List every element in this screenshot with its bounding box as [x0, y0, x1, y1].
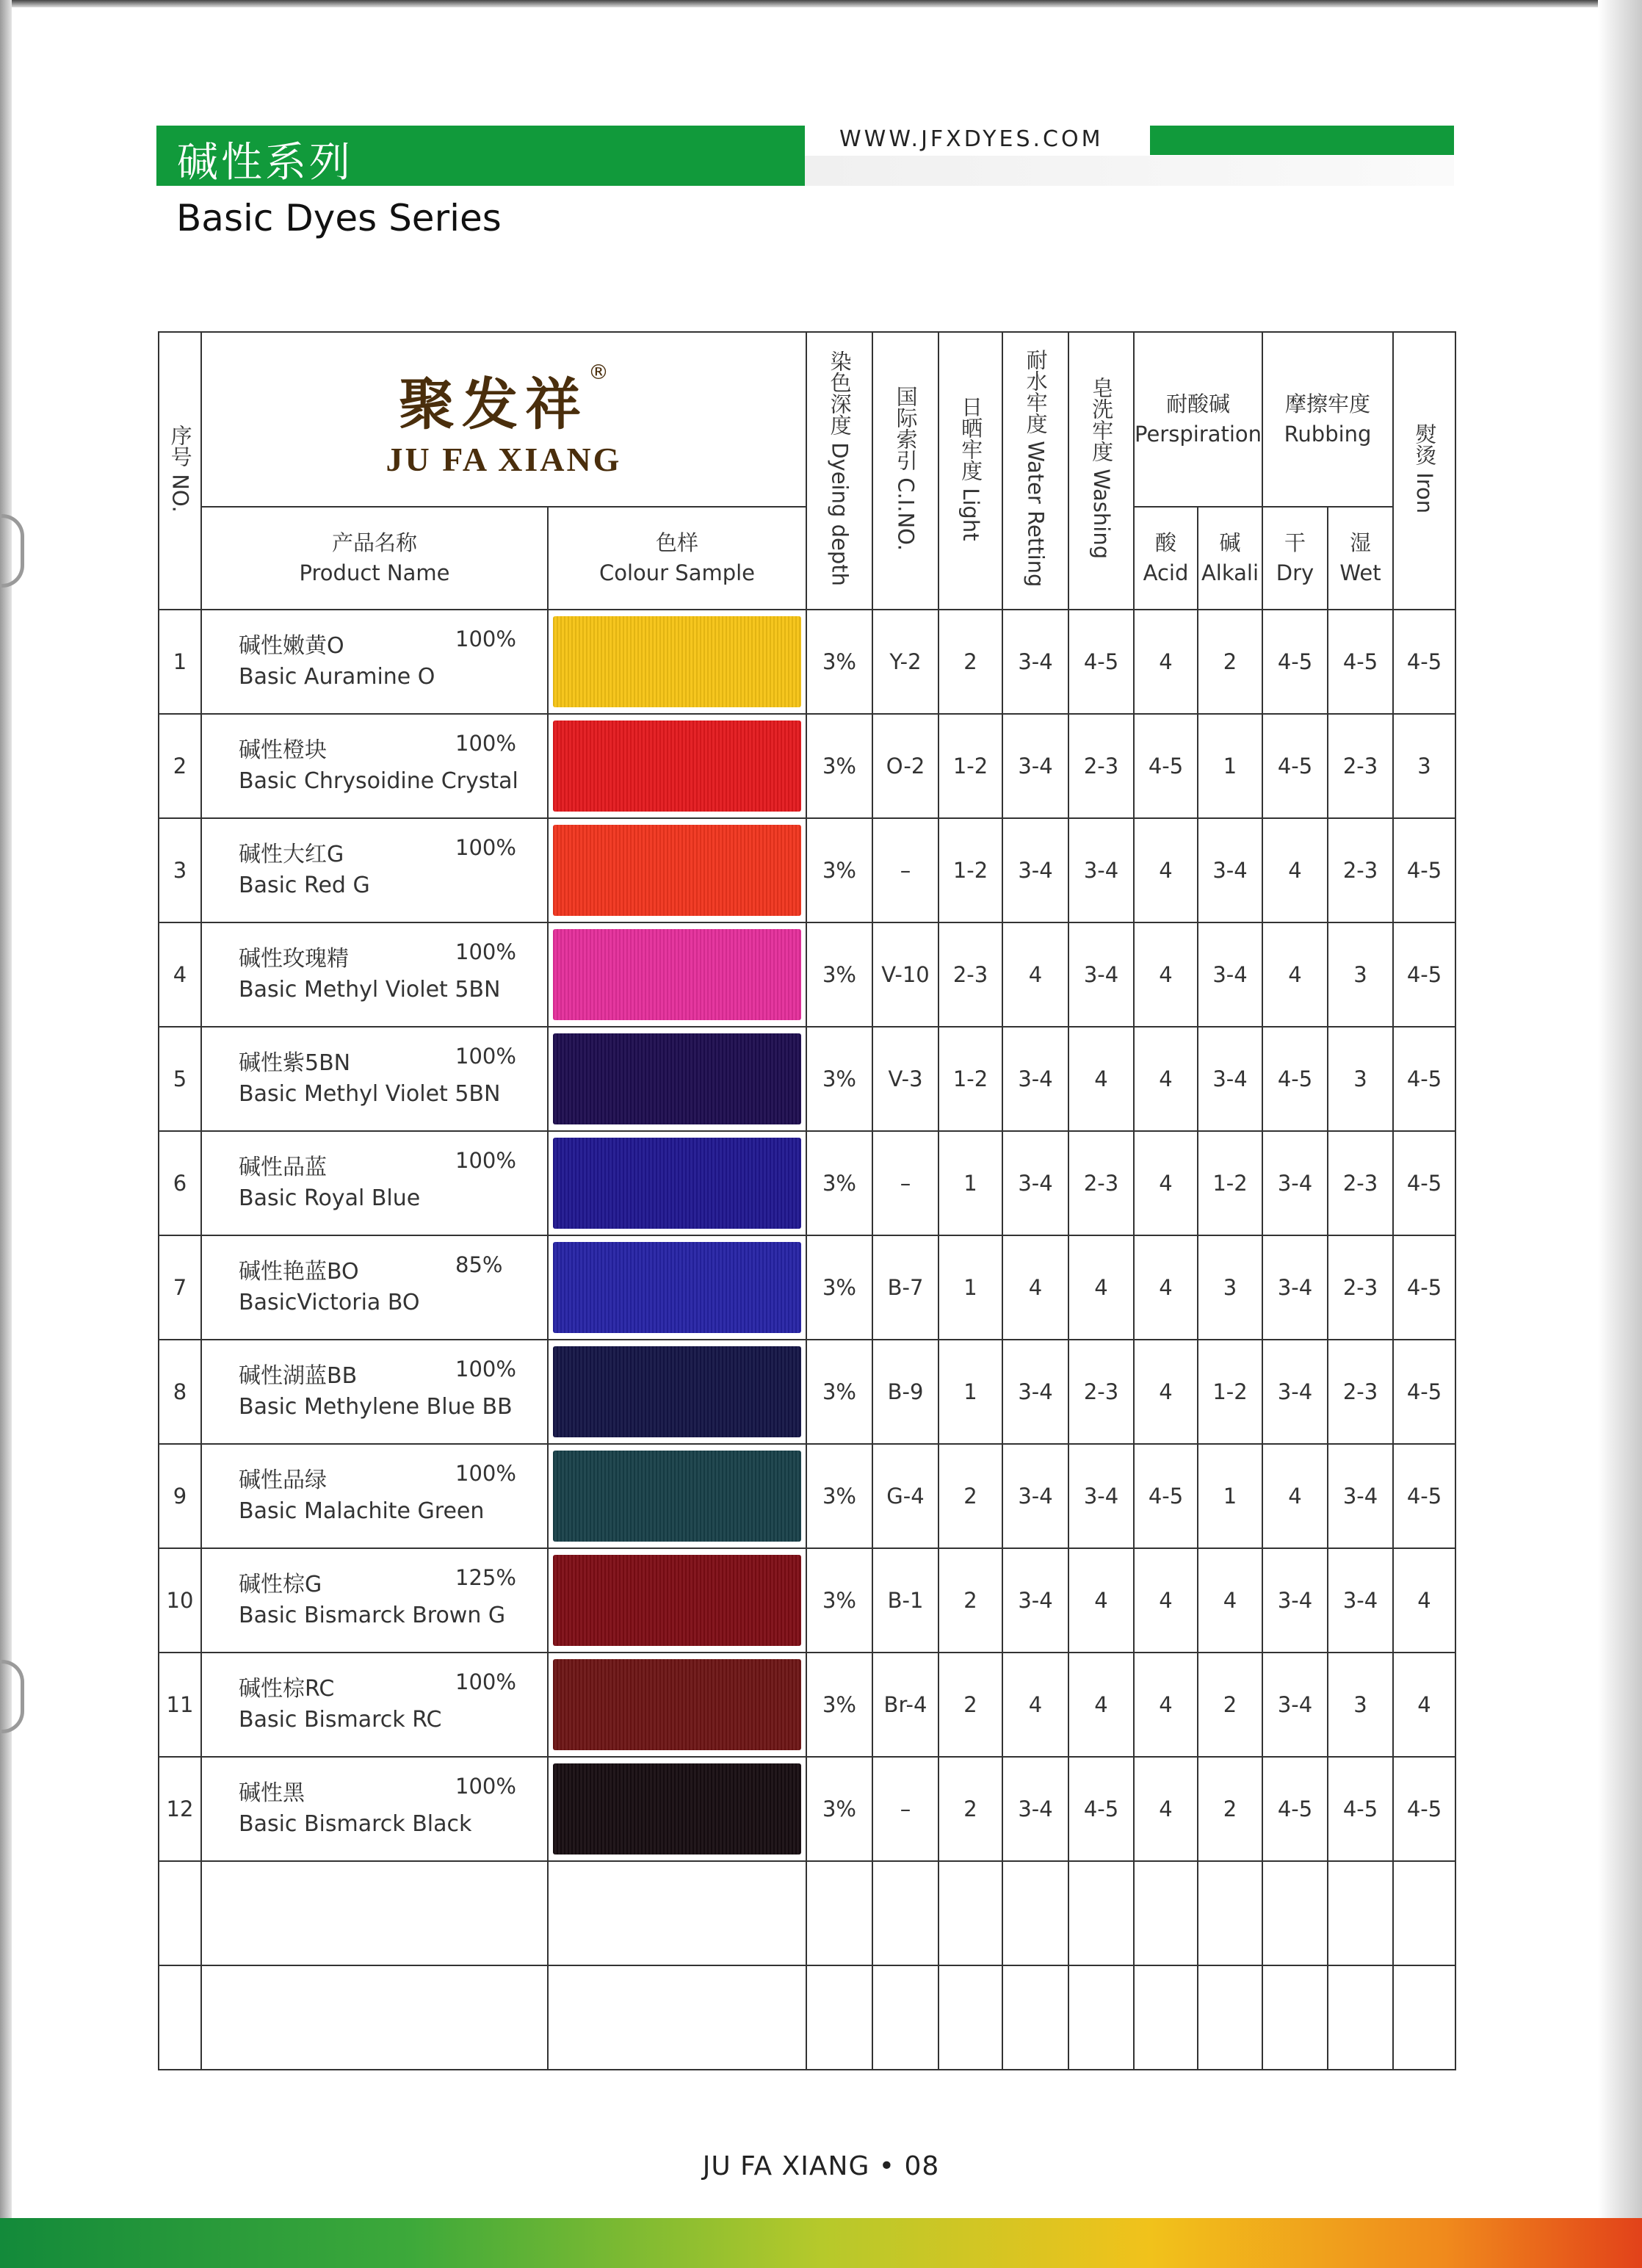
- page-subtitle: Basic Dyes Series: [176, 197, 502, 239]
- cell-depth: 3%: [806, 714, 872, 818]
- cell-washing: 2-3: [1068, 1340, 1134, 1444]
- cell-dry: 4-5: [1262, 714, 1328, 818]
- decor-strip: [805, 156, 1454, 186]
- cell-alkali: 1: [1198, 714, 1262, 818]
- header-depth: 染色深度 Dyeing depth: [806, 332, 872, 610]
- product-name-cn: 碱性紫5BN: [239, 1050, 351, 1076]
- product-strength: 100%: [455, 1774, 516, 1799]
- cell-dry: 4-5: [1262, 1027, 1328, 1131]
- cell-light: 2: [938, 1653, 1002, 1757]
- cell-dry: 3-4: [1262, 1653, 1328, 1757]
- cell-depth: 3%: [806, 1340, 872, 1444]
- logo-reg: ®: [588, 360, 609, 384]
- empty-row: [159, 1965, 1455, 2070]
- cell-acid: 4: [1134, 1131, 1198, 1235]
- cell-washing: 4: [1068, 1548, 1134, 1653]
- cell-washing: 2-3: [1068, 1131, 1134, 1235]
- cell-dry: 3-4: [1262, 1235, 1328, 1340]
- product-name-cn: 碱性橙块: [239, 737, 327, 763]
- cell-wet: 4-5: [1328, 1757, 1393, 1861]
- cell-washing: 4: [1068, 1027, 1134, 1131]
- cell-water: 3-4: [1002, 1131, 1068, 1235]
- cell-alkali: 3-4: [1198, 922, 1262, 1027]
- header-water: 耐水牢度 Water Retting: [1002, 332, 1068, 610]
- cell-water: 3-4: [1002, 1027, 1068, 1131]
- cell-light: 2-3: [938, 922, 1002, 1027]
- logo-cn: 聚发祥: [399, 372, 588, 437]
- cell-alkali: 3-4: [1198, 1027, 1262, 1131]
- table-row: [159, 714, 1455, 818]
- title-cn: 碱性系列: [177, 139, 353, 187]
- cell-wet: 2-3: [1328, 1235, 1393, 1340]
- cell-depth: 3%: [806, 610, 872, 714]
- product-name-en: Basic Methyl Violet 5BN: [239, 977, 501, 1003]
- colour-sample-cell: [548, 922, 806, 1027]
- header-no: 序号 NO.: [159, 332, 201, 610]
- cell-depth: 3%: [806, 1548, 872, 1653]
- row-no: 8: [159, 1340, 201, 1444]
- cell-wet: 3: [1328, 1027, 1393, 1131]
- product-name-cell: [201, 1757, 548, 1861]
- product-name-cell: [201, 714, 548, 818]
- row-no: 1: [159, 610, 201, 714]
- colour-swatch: [553, 825, 801, 916]
- cell-water: 3-4: [1002, 1340, 1068, 1444]
- product-name-en: Basic Bismarck Brown G: [239, 1603, 506, 1628]
- table-row: [159, 1757, 1455, 1861]
- product-name-cell: [201, 1548, 548, 1653]
- cell-iron: 4-5: [1393, 610, 1455, 714]
- table-row: [159, 1653, 1455, 1757]
- product-strength: 125%: [455, 1565, 516, 1590]
- table-row: [159, 1340, 1455, 1444]
- header-iron: 熨烫 Iron: [1393, 332, 1455, 610]
- website-url[interactable]: WWW.JFXDYES.COM: [839, 126, 1104, 152]
- product-strength: 100%: [455, 1461, 516, 1486]
- row-no: 3: [159, 818, 201, 922]
- product-name-cell: [201, 1027, 548, 1131]
- cell-light: 1-2: [938, 714, 1002, 818]
- product-name-cn: 碱性大红G: [239, 842, 344, 867]
- cell-water: 3-4: [1002, 818, 1068, 922]
- colour-sample-cell: [548, 1131, 806, 1235]
- colour-sample-cell: [548, 1757, 806, 1861]
- cell-light: 2: [938, 1444, 1002, 1548]
- product-strength: 100%: [455, 939, 516, 964]
- table-row: [159, 818, 1455, 922]
- colour-swatch: [553, 1555, 801, 1646]
- cell-water: 4: [1002, 1653, 1068, 1757]
- empty-cell: [1262, 1965, 1328, 2070]
- scan-edge-left: [0, 0, 12, 2268]
- product-name-en: Basic Methylene Blue BB: [239, 1394, 513, 1420]
- cell-light: 2: [938, 610, 1002, 714]
- empty-cell: [159, 1965, 201, 2070]
- colour-sample-cell: [548, 610, 806, 714]
- brand-logo: [201, 332, 806, 507]
- cell-iron: 4: [1393, 1548, 1455, 1653]
- product-name-en: BasicVictoria BO: [239, 1290, 420, 1315]
- row-no: 5: [159, 1027, 201, 1131]
- product-strength: 100%: [455, 1357, 516, 1382]
- cell-water: 3-4: [1002, 714, 1068, 818]
- cell-dry: 4-5: [1262, 610, 1328, 714]
- cell-depth: 3%: [806, 1027, 872, 1131]
- cell-washing: 3-4: [1068, 1444, 1134, 1548]
- product-name-cell: [201, 1235, 548, 1340]
- colour-swatch: [553, 1346, 801, 1437]
- table-row: [159, 1548, 1455, 1653]
- cell-ci: G-4: [872, 1444, 938, 1548]
- scan-edge-right: [1598, 0, 1642, 2268]
- cell-water: 4: [1002, 922, 1068, 1027]
- binder-ring: [1, 1660, 24, 1733]
- footer-gradient-bar: [0, 2218, 1642, 2268]
- cell-wet: 3-4: [1328, 1548, 1393, 1653]
- cell-iron: 4-5: [1393, 818, 1455, 922]
- colour-sample-cell: [548, 1235, 806, 1340]
- header-wet: 湿 Wet: [1328, 507, 1393, 610]
- product-name-cell: [201, 1340, 548, 1444]
- dye-table: [158, 331, 1456, 2070]
- product-name-cn: 碱性品绿: [239, 1467, 327, 1493]
- cell-alkali: 1: [1198, 1444, 1262, 1548]
- logo-en: JU FA XIANG: [386, 441, 622, 478]
- empty-cell: [1002, 1861, 1068, 1965]
- header-ci: 国际索引 C.I.NO.: [872, 332, 938, 610]
- header-washing: 皂洗牢度 Washing: [1068, 332, 1134, 610]
- empty-cell: [1002, 1965, 1068, 2070]
- empty-cell: [1068, 1965, 1134, 2070]
- cell-depth: 3%: [806, 922, 872, 1027]
- cell-alkali: 2: [1198, 610, 1262, 714]
- cell-ci: B-9: [872, 1340, 938, 1444]
- product-name-en: Basic Royal Blue: [239, 1185, 421, 1211]
- empty-cell: [201, 1861, 548, 1965]
- colour-sample-cell: [548, 818, 806, 922]
- colour-sample-cell: [548, 1340, 806, 1444]
- cell-wet: 3: [1328, 922, 1393, 1027]
- cell-wet: 3-4: [1328, 1444, 1393, 1548]
- cell-dry: 4: [1262, 922, 1328, 1027]
- cell-washing: 4: [1068, 1235, 1134, 1340]
- empty-cell: [1328, 1861, 1393, 1965]
- empty-row: [159, 1861, 1455, 1965]
- cell-iron: 4-5: [1393, 1027, 1455, 1131]
- product-strength: 100%: [455, 1148, 516, 1173]
- cell-dry: 4: [1262, 818, 1328, 922]
- colour-swatch: [553, 616, 801, 707]
- cell-light: 1-2: [938, 1027, 1002, 1131]
- empty-cell: [1198, 1861, 1262, 1965]
- product-name-cell: [201, 818, 548, 922]
- product-name-en: Basic Malachite Green: [239, 1498, 485, 1524]
- cell-iron: 4-5: [1393, 922, 1455, 1027]
- header-light: 日晒牢度 Light: [938, 332, 1002, 610]
- row-no: 10: [159, 1548, 201, 1653]
- cell-ci: –: [872, 1757, 938, 1861]
- title-bar: [156, 126, 805, 186]
- empty-cell: [938, 1965, 1002, 2070]
- empty-cell: [1393, 1965, 1455, 2070]
- cell-iron: 4-5: [1393, 1235, 1455, 1340]
- product-name-cell: [201, 1444, 548, 1548]
- cell-water: 3-4: [1002, 1444, 1068, 1548]
- empty-cell: [1134, 1861, 1198, 1965]
- cell-wet: 4-5: [1328, 610, 1393, 714]
- empty-cell: [159, 1861, 201, 1965]
- cell-wet: 2-3: [1328, 1340, 1393, 1444]
- cell-ci: V-3: [872, 1027, 938, 1131]
- empty-cell: [1262, 1861, 1328, 1965]
- product-name-cn: 碱性黑: [239, 1780, 305, 1806]
- cell-depth: 3%: [806, 1131, 872, 1235]
- colour-swatch: [553, 1659, 801, 1750]
- cell-alkali: 3-4: [1198, 818, 1262, 922]
- cell-acid: 4: [1134, 1548, 1198, 1653]
- empty-cell: [1328, 1965, 1393, 2070]
- empty-cell: [548, 1965, 806, 2070]
- cell-iron: 4-5: [1393, 1444, 1455, 1548]
- colour-swatch: [553, 1451, 801, 1542]
- cell-wet: 2-3: [1328, 1131, 1393, 1235]
- cell-water: 3-4: [1002, 1548, 1068, 1653]
- cell-alkali: 4: [1198, 1548, 1262, 1653]
- row-no: 11: [159, 1653, 201, 1757]
- cell-ci: –: [872, 1131, 938, 1235]
- empty-cell: [872, 1861, 938, 1965]
- cell-light: 1-2: [938, 818, 1002, 922]
- row-no: 4: [159, 922, 201, 1027]
- cell-ci: O-2: [872, 714, 938, 818]
- row-no: 7: [159, 1235, 201, 1340]
- cell-acid: 4: [1134, 818, 1198, 922]
- row-no: 2: [159, 714, 201, 818]
- colour-swatch: [553, 721, 801, 812]
- cell-iron: 4-5: [1393, 1757, 1455, 1861]
- cell-water: 3-4: [1002, 610, 1068, 714]
- cell-ci: Y-2: [872, 610, 938, 714]
- cell-ci: –: [872, 818, 938, 922]
- product-name-en: Basic Chrysoidine Crystal: [239, 768, 518, 794]
- table-row: [159, 922, 1455, 1027]
- product-name-en: Basic Red G: [239, 873, 370, 898]
- colour-swatch: [553, 1242, 801, 1333]
- cell-depth: 3%: [806, 1653, 872, 1757]
- cell-iron: 3: [1393, 714, 1455, 818]
- table-row: [159, 610, 1455, 714]
- product-strength: 100%: [455, 626, 516, 651]
- binder-ring: [1, 514, 24, 588]
- cell-alkali: 3: [1198, 1235, 1262, 1340]
- product-name-en: Basic Auramine O: [239, 664, 435, 690]
- product-strength: 100%: [455, 1669, 516, 1694]
- product-name-cn: 碱性嫩黄O: [239, 633, 344, 659]
- cell-water: 4: [1002, 1235, 1068, 1340]
- table-row: [159, 1131, 1455, 1235]
- header-dry: 干 Dry: [1262, 507, 1328, 610]
- cell-light: 2: [938, 1757, 1002, 1861]
- empty-cell: [1198, 1965, 1262, 2070]
- cell-washing: 3-4: [1068, 922, 1134, 1027]
- empty-cell: [872, 1965, 938, 2070]
- cell-acid: 4: [1134, 1757, 1198, 1861]
- cell-depth: 3%: [806, 1235, 872, 1340]
- colour-swatch: [553, 1763, 801, 1855]
- cell-dry: 4-5: [1262, 1757, 1328, 1861]
- cell-light: 2: [938, 1548, 1002, 1653]
- colour-swatch: [553, 1138, 801, 1229]
- empty-cell: [806, 1861, 872, 1965]
- colour-sample-cell: [548, 1444, 806, 1548]
- cell-water: 3-4: [1002, 1757, 1068, 1861]
- product-name-cn: 碱性艳蓝BO: [239, 1259, 359, 1285]
- empty-cell: [806, 1965, 872, 2070]
- cell-iron: 4: [1393, 1653, 1455, 1757]
- cell-dry: 3-4: [1262, 1340, 1328, 1444]
- decor-green-bar: [1150, 126, 1454, 155]
- cell-acid: 4: [1134, 1027, 1198, 1131]
- header-colour-sample: 色样 Colour Sample: [548, 507, 806, 610]
- table-row: [159, 1235, 1455, 1340]
- cell-washing: 4: [1068, 1653, 1134, 1757]
- cell-ci: V-10: [872, 922, 938, 1027]
- cell-wet: 3: [1328, 1653, 1393, 1757]
- header-alkali: 碱 Alkali: [1198, 507, 1262, 610]
- cell-washing: 4-5: [1068, 610, 1134, 714]
- product-name-cell: [201, 610, 548, 714]
- product-name-cn: 碱性棕RC: [239, 1676, 335, 1702]
- cell-acid: 4-5: [1134, 1444, 1198, 1548]
- cell-dry: 4: [1262, 1444, 1328, 1548]
- table-row: [159, 1027, 1455, 1131]
- product-name-en: Basic Bismarck RC: [239, 1707, 442, 1733]
- cell-wet: 2-3: [1328, 818, 1393, 922]
- table-row: [159, 1444, 1455, 1548]
- cell-alkali: 1-2: [1198, 1131, 1262, 1235]
- empty-cell: [548, 1861, 806, 1965]
- colour-sample-cell: [548, 714, 806, 818]
- product-name-cn: 碱性品蓝: [239, 1155, 327, 1180]
- product-name-cn: 碱性湖蓝BB: [239, 1363, 358, 1389]
- cell-acid: 4: [1134, 1340, 1198, 1444]
- cell-acid: 4: [1134, 922, 1198, 1027]
- cell-washing: 4-5: [1068, 1757, 1134, 1861]
- row-no: 9: [159, 1444, 201, 1548]
- product-strength: 100%: [455, 731, 516, 756]
- product-strength: 100%: [455, 1044, 516, 1069]
- cell-washing: 2-3: [1068, 714, 1134, 818]
- colour-swatch: [553, 1033, 801, 1124]
- cell-washing: 3-4: [1068, 818, 1134, 922]
- empty-cell: [1068, 1861, 1134, 1965]
- product-name-cell: [201, 1653, 548, 1757]
- colour-sample-cell: [548, 1548, 806, 1653]
- cell-ci: B-7: [872, 1235, 938, 1340]
- colour-sample-cell: [548, 1027, 806, 1131]
- product-strength: 100%: [455, 835, 516, 860]
- product-name-cell: [201, 1131, 548, 1235]
- cell-light: 1: [938, 1235, 1002, 1340]
- product-strength: 85%: [455, 1252, 503, 1277]
- cell-alkali: 2: [1198, 1757, 1262, 1861]
- cell-acid: 4: [1134, 610, 1198, 714]
- header-product-name: 产品名称 Product Name: [201, 507, 548, 610]
- cell-ci: Br-4: [872, 1653, 938, 1757]
- scan-edge-top: [0, 0, 1642, 7]
- cell-acid: 4-5: [1134, 714, 1198, 818]
- cell-acid: 4: [1134, 1235, 1198, 1340]
- colour-sample-cell: [548, 1653, 806, 1757]
- cell-depth: 3%: [806, 1757, 872, 1861]
- cell-dry: 3-4: [1262, 1131, 1328, 1235]
- cell-depth: 3%: [806, 1444, 872, 1548]
- cell-light: 1: [938, 1131, 1002, 1235]
- row-no: 12: [159, 1757, 201, 1861]
- empty-cell: [1393, 1861, 1455, 1965]
- product-name-cn: 碱性玫瑰精: [239, 946, 349, 972]
- cell-iron: 4-5: [1393, 1340, 1455, 1444]
- colour-swatch: [553, 929, 801, 1020]
- cell-iron: 4-5: [1393, 1131, 1455, 1235]
- product-name-cell: [201, 922, 548, 1027]
- page-footer: JU FA XIANG • 08: [702, 2151, 940, 2181]
- cell-alkali: 2: [1198, 1653, 1262, 1757]
- header-acid: 酸 Acid: [1134, 507, 1198, 610]
- empty-cell: [938, 1861, 1002, 1965]
- empty-cell: [1134, 1965, 1198, 2070]
- cell-wet: 2-3: [1328, 714, 1393, 818]
- cell-ci: B-1: [872, 1548, 938, 1653]
- cell-depth: 3%: [806, 818, 872, 922]
- cell-acid: 4: [1134, 1653, 1198, 1757]
- product-name-en: Basic Bismarck Black: [239, 1811, 472, 1837]
- cell-dry: 3-4: [1262, 1548, 1328, 1653]
- cell-alkali: 1-2: [1198, 1340, 1262, 1444]
- product-name-en: Basic Methyl Violet 5BN: [239, 1081, 501, 1107]
- cell-light: 1: [938, 1340, 1002, 1444]
- row-no: 6: [159, 1131, 201, 1235]
- header-perspiration: 耐酸碱 Perspiration: [1134, 332, 1262, 507]
- empty-cell: [201, 1965, 548, 2070]
- header-rubbing: 摩擦牢度 Rubbing: [1262, 332, 1393, 507]
- product-name-cn: 碱性棕G: [239, 1572, 322, 1597]
